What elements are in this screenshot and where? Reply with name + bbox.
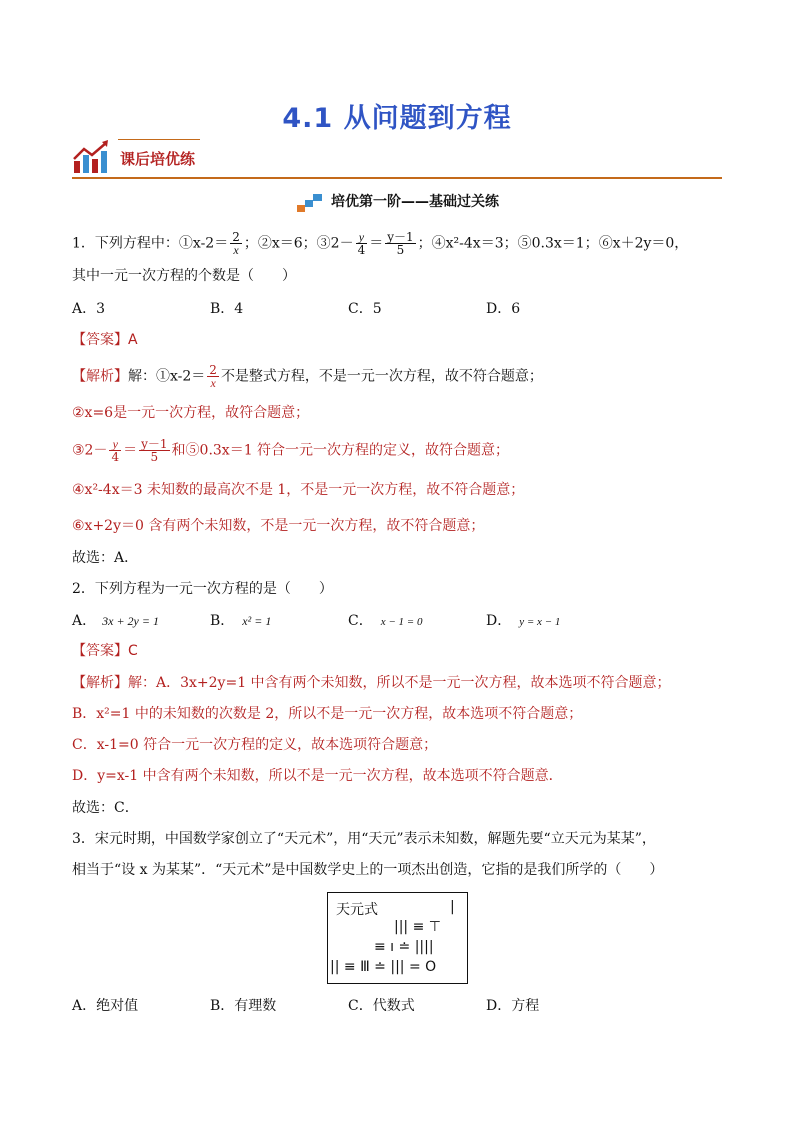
fraction-denominator: x [233, 243, 239, 257]
banner-top-rule [118, 139, 200, 140]
answer-tag: 【答案】 [72, 643, 128, 659]
answer-tag: 【答案】 [72, 332, 128, 348]
q1-analysis-1 [72, 364, 543, 389]
figure-row-2: ||| ≡ ⊤ [394, 919, 441, 935]
q2-option-b[interactable] [210, 610, 271, 630]
analysis-tag: 【解析】 [72, 368, 128, 385]
analysis-text: 不是整式方程，不是一元一次方程，故不符合题意； [220, 368, 543, 385]
answer-value: C [128, 643, 138, 659]
q1-item1-sep: ； [243, 235, 258, 252]
q3-option-a[interactable]: A．绝对值 [72, 998, 139, 1014]
q2-analysis-4: D．y=x-1 中含有两个未知数，所以不是一元一次方程，故本选项不符合题意． [72, 768, 563, 784]
section-heading [0, 191, 794, 213]
option-letter: D． [486, 613, 512, 629]
fraction-denominator: 5 [396, 243, 405, 257]
q2-analysis-3: C．x-1=0 符合一元一次方程的定义，故本选项符合题意； [72, 737, 438, 753]
q1-analysis-4: ④x²-4x＝3 未知数的最高次不是 1，不是一元一次方程，故不符合题意； [72, 482, 525, 498]
figure-row-3: ≡ ı ≐ |||| [374, 939, 434, 955]
q1-answer [72, 330, 138, 350]
analysis-text: 和⑤0.3x＝1 符合一元一次方程的定义，故符合题意； [171, 442, 510, 459]
analysis-text: 解：①x-2＝ [128, 368, 206, 385]
q1-item1-fraction [230, 231, 242, 256]
section-label: 培优第一阶——基础过关练 [331, 194, 499, 210]
answer-value: A [128, 332, 138, 348]
fraction-numerator: 2 [209, 363, 217, 377]
q3-stem-1: 3．宋元时期，中国数学家创立了“天元术”，用“天元”表示未知数，解题先要“立天元为某某”， [72, 831, 656, 847]
q2-answer [72, 641, 138, 661]
q2-option-d[interactable] [486, 610, 560, 630]
q3-stem-2: 相当于“设 x 为某某”．“天元术”是中国数学史上的一项杰出创造，它指的是我们所学的（ ） [72, 862, 664, 878]
tianyuan-figure [327, 892, 468, 984]
section-banner [72, 137, 722, 179]
option-letter: B． [210, 613, 235, 629]
analysis-fraction [109, 438, 121, 463]
option-expression: x² = 1 [242, 614, 272, 628]
q1-item3-fraction-b [385, 231, 415, 256]
q1-option-c[interactable]: C．5 [348, 301, 382, 317]
q3-option-d[interactable]: D．方程 [486, 998, 540, 1014]
analysis-text: 解：A．3x+2y=1 中含有两个未知数，所以不是一元一次方程，故本选项不符合题意； [128, 675, 671, 691]
q3-option-b[interactable]: B．有理数 [210, 998, 277, 1014]
q2-option-a[interactable] [72, 610, 159, 630]
q2-choice: 故选：C． [72, 800, 139, 816]
fraction-denominator: 4 [357, 243, 366, 257]
q1-analysis-2: ②x=6是一元一次方程，故符合题意； [72, 405, 310, 421]
q1-stem-text: 1．下列方程中： [72, 235, 179, 252]
fraction-numerator: y [356, 231, 368, 244]
q1-option-b[interactable]: B．4 [210, 301, 244, 317]
analysis-equals: ＝ [123, 442, 138, 459]
banner-label: 课后培优练 [120, 150, 196, 168]
q1-item5: ⑤0.3x＝1； [517, 235, 599, 252]
fraction-denominator: 5 [150, 450, 159, 464]
q1-option-a[interactable]: A．3 [72, 301, 106, 317]
q1-item3-sep: ； [417, 235, 432, 252]
stairs-icon [295, 191, 325, 213]
figure-label: 天元式 [336, 902, 378, 918]
q1-item3-fraction-a [356, 231, 368, 256]
q2-stem: 2．下列方程为一元一次方程的是（ ） [72, 581, 333, 597]
fraction-denominator: 4 [111, 450, 120, 464]
option-letter: C． [348, 613, 373, 629]
analysis-fraction [139, 438, 169, 463]
option-letter: A． [72, 613, 97, 629]
fraction-denominator: x [210, 376, 216, 390]
fraction-numerator: 2 [232, 230, 240, 244]
q1-item6: ⑥x＋2y＝0， [598, 235, 689, 252]
q1-stem [72, 231, 688, 256]
option-expression: x − 1 = 0 [380, 616, 423, 628]
q1-analysis-5: ⑥x+2y＝0 含有两个未知数，不是一元一次方程，故不符合题意； [72, 518, 485, 534]
option-expression: y = x − 1 [519, 616, 561, 628]
q1-item4: ④x²-4x＝3； [431, 235, 518, 252]
q1-item3: ③2－ [316, 235, 354, 252]
page-title: 4.1 从问题到方程 [282, 103, 512, 134]
banner-rule [72, 177, 722, 179]
q2-analysis-2: B．x²=1 中的未知数的次数是 2，所以不是一元一次方程，故本选项不符合题意； [72, 706, 583, 722]
fraction-numerator: y－1 [387, 230, 414, 244]
q2-option-c[interactable] [348, 610, 422, 630]
q1-option-d[interactable]: D．6 [486, 301, 521, 317]
fraction-numerator: y [109, 438, 121, 451]
q3-option-c[interactable]: C．代数式 [348, 998, 415, 1014]
analysis-text: ③2－ [72, 442, 108, 459]
fraction-numerator: y－1 [141, 437, 168, 451]
q1-item3-equals: ＝ [369, 235, 384, 252]
option-expression: 3x + 2y = 1 [102, 614, 159, 628]
q2-analysis-1 [72, 673, 671, 693]
rising-chart-icon [72, 139, 112, 175]
q1-item1: ①x-2＝ [178, 235, 229, 252]
analysis-fraction [207, 364, 219, 389]
figure-row-1: | [450, 899, 455, 915]
q1-stem-b: 其中一元一次方程的个数是（ ） [72, 268, 296, 284]
figure-row-4: || ≡ Ⅲ ≐ ||| = O [330, 959, 437, 975]
analysis-tag: 【解析】 [72, 675, 128, 691]
q1-item2: ②x＝6； [257, 235, 317, 252]
q1-choice: 故选：A． [72, 550, 139, 566]
q1-analysis-3 [72, 438, 509, 463]
